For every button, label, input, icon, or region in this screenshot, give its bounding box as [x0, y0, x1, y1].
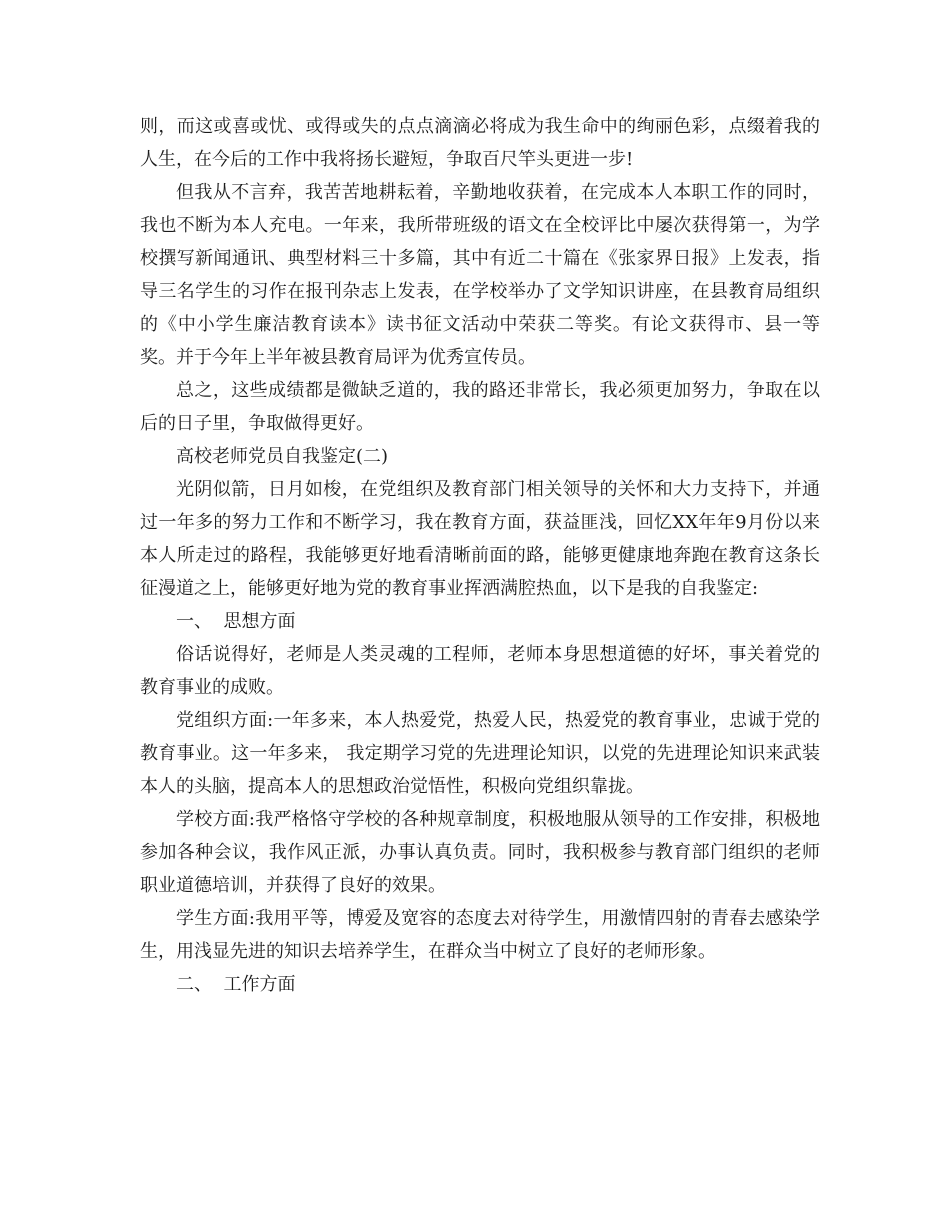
paragraph-conclusion: 总之，这些成绩都是微缺乏道的，我的路还非常长，我必须更加努力，争取在以后的日子里，争取做得更好。: [140, 380, 820, 434]
section-heading-ideology: 一、 思想方面: [176, 611, 296, 632]
paragraph-self-improvement: 但我从不言弃，我苦苦地耕耘着，辛勤地收获着，在完成本人本职工作的同时，我也不断为本人充电。一年来，我所带班级的语文在全校评比中屡次获得第一，为学校撰写新闻通讯、典型材料三十多篇，其中有近二十篇在《张家界日报》上发表，指导三名学生的习作在报刊杂志上发表，在学校举办了文学知识讲座，在县教育局组织的《中小学生廉洁教育读本》读书征文活动中荣获二等奖。有论文获得市、县一等奖。并于今年上半年被县教育局评为优秀宣传员。: [140, 182, 820, 368]
paragraph-teacher-role: 俗话说得好，老师是人类灵魂的工程师，老师本身思想道德的好坏，事关着党的教育事业的成败。: [140, 644, 820, 698]
paragraph-party-organization: 党组织方面:一年多来，本人热爱党，热爱人民，热爱党的教育事业，忠诚于党的教育事业。这一年多来， 我定期学习党的先进理论知识，以党的先进理论知识来武装本人的头脑，提高本人的思想政治觉悟性，积极向党组织靠拢。: [140, 710, 820, 797]
document-body: [140, 110, 820, 1001]
paragraph-introduction: 光阴似箭，日月如梭，在党组织及教育部门相关领导的关怀和大力支持下，并通过一年多的努力工作和不断学习，我在教育方面，获益匪浅，回忆XX年年9月份以来本人所走过的路程，我能够更好地看清晰前面的路，能够更健康地奔跑在教育这条长征漫道之上，能够更好地为党的教育事业挥洒满腔热血，以下是我的自我鉴定:: [140, 479, 820, 599]
section-title-part-two: 高校老师党员自我鉴定(二): [176, 446, 389, 467]
section-heading-work: 二、 工作方面: [176, 974, 296, 995]
paragraph-school: 学校方面:我严格恪守学校的各种规章制度，积极地服从领导的工作安排，积极地参加各种会议，我作风正派，办事认真负责。同时，我积极参与教育部门组织的老师职业道德培训，并获得了良好的效果。: [140, 809, 820, 896]
paragraph-continuation: 则，而这或喜或忧、或得或失的点点滴滴必将成为我生命中的绚丽色彩，点缀着我的人生，在今后的工作中我将扬长避短，争取百尺竿头更进一步!: [140, 116, 820, 170]
paragraph-students: 学生方面:我用平等，博爱及宽容的态度去对待学生，用激情四射的青春去感染学生，用浅显先进的知识去培养学生，在群众当中树立了良好的老师形象。: [140, 908, 820, 962]
